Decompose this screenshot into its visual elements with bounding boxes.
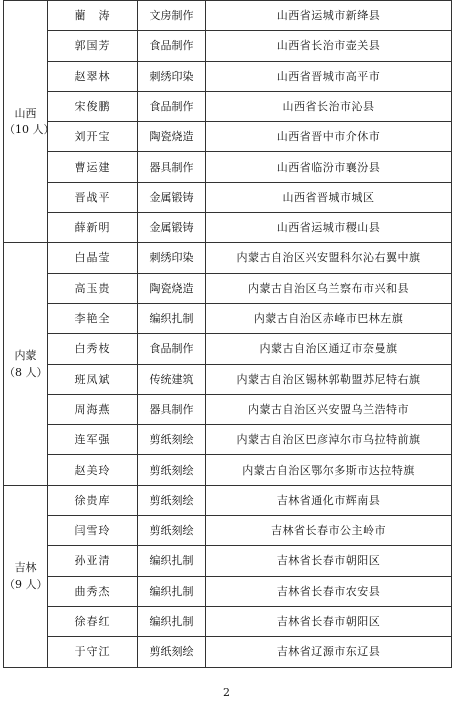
- artisan-location: 吉林省长春市农安县: [206, 576, 452, 606]
- table-row: [4, 213, 452, 243]
- table-row: [4, 303, 452, 333]
- craft-category: 剪纸刻绘: [138, 637, 206, 667]
- artisan-name: 闫雪玲: [48, 516, 138, 546]
- table-row: [4, 394, 452, 424]
- page-number: 2: [223, 686, 230, 699]
- craft-category: 食品制作: [138, 31, 206, 61]
- region-count: （10 人）: [4, 123, 55, 137]
- table-row: [4, 122, 452, 152]
- table-row: [4, 243, 452, 273]
- region-name: 吉林: [14, 561, 37, 575]
- region-cell: [4, 485, 48, 667]
- table-row: [4, 485, 452, 515]
- table-row: [4, 61, 452, 91]
- artisan-name: 曲秀杰: [48, 576, 138, 606]
- table-row: [4, 273, 452, 303]
- artisan-list-table: [3, 0, 451, 668]
- artisan-name: 连军强: [48, 425, 138, 455]
- table-row: [4, 546, 452, 576]
- artisan-location: 山西省运城市新绛县: [206, 1, 452, 31]
- craft-category: 器具制作: [138, 152, 206, 182]
- artisan-name: 晋战平: [48, 182, 138, 212]
- artisan-name: 于守江: [48, 637, 138, 667]
- region-cell: [4, 1, 55, 243]
- craft-category: 陶瓷烧造: [138, 273, 206, 303]
- region-name: 内蒙: [14, 349, 37, 363]
- craft-category: 剪纸刻绘: [138, 455, 206, 485]
- artisan-name: 班凤斌: [48, 364, 138, 394]
- craft-category: 金属锻铸: [138, 182, 206, 212]
- artisan-location: 吉林省通化市辉南县: [206, 485, 452, 515]
- artisan-location: 内蒙古自治区通辽市奈曼旗: [206, 334, 452, 364]
- craft-category: 编织扎制: [138, 606, 206, 636]
- artisan-name: 赵翠林: [48, 61, 138, 91]
- table-row: [4, 425, 452, 455]
- table-row: [4, 364, 452, 394]
- table-row: [4, 334, 452, 364]
- region-count: （9 人）: [4, 577, 48, 591]
- artisan-name: 刘开宝: [48, 122, 138, 152]
- craft-category: 食品制作: [138, 334, 206, 364]
- craft-category: 剪纸刻绘: [138, 485, 206, 515]
- artisan-name: 藺 涛: [48, 1, 138, 31]
- craft-category: 编织扎制: [138, 303, 206, 333]
- artisan-location: 山西省晋城市高平市: [206, 61, 452, 91]
- table-row: [4, 182, 452, 212]
- craft-category: 编织扎制: [138, 576, 206, 606]
- artisan-location: 山西省长治市壶关县: [206, 31, 452, 61]
- craft-category: 金属锻铸: [138, 213, 206, 243]
- table-row: [4, 576, 452, 606]
- table-row: [4, 516, 452, 546]
- artisan-name: 薛新明: [48, 213, 138, 243]
- table-row: [4, 152, 452, 182]
- craft-category: 食品制作: [138, 91, 206, 121]
- craft-category: 剪纸刻绘: [138, 516, 206, 546]
- region-cell: [4, 243, 48, 485]
- artisan-name: 白秀枝: [48, 334, 138, 364]
- artisan-location: 吉林省长春市朝阳区: [206, 606, 452, 636]
- artisan-name: 孙亚清: [48, 546, 138, 576]
- craft-category: 陶瓷烧造: [138, 122, 206, 152]
- artisan-name: 高玉贵: [48, 273, 138, 303]
- artisan-location: 内蒙古自治区兴安盟科尔沁右翼中旗: [206, 243, 452, 273]
- artisan-location: 内蒙古自治区巴彦淖尔市乌拉特前旗: [206, 425, 452, 455]
- artisan-location: 山西省运城市稷山县: [206, 213, 452, 243]
- craft-category: 文房制作: [138, 1, 206, 31]
- artisan-name: 赵美玲: [48, 455, 138, 485]
- artisan-location: 山西省临汾市襄汾县: [206, 152, 452, 182]
- craft-category: 传统建筑: [138, 364, 206, 394]
- artisan-name: 郭国芳: [48, 31, 138, 61]
- artisan-location: 吉林省长春市公主岭市: [206, 516, 452, 546]
- artisan-location: 内蒙古自治区锡林郭勒盟苏尼特右旗: [206, 364, 452, 394]
- artisan-name: 李艳全: [48, 303, 138, 333]
- craft-category: 刺绣印染: [138, 243, 206, 273]
- artisan-location: 吉林省长春市朝阳区: [206, 546, 452, 576]
- artisan-table: [3, 0, 452, 668]
- artisan-location: 山西省晋城市城区: [206, 182, 452, 212]
- artisan-location: 内蒙古自治区鄂尔多斯市达拉特旗: [206, 455, 452, 485]
- artisan-location: 山西省晋中市介休市: [206, 122, 452, 152]
- table-row: [4, 606, 452, 636]
- artisan-name: 徐春红: [48, 606, 138, 636]
- artisan-name: 白晶莹: [48, 243, 138, 273]
- artisan-name: 徐贵库: [48, 485, 138, 515]
- artisan-location: 内蒙古自治区赤峰市巴林左旗: [206, 303, 452, 333]
- craft-category: 刺绣印染: [138, 61, 206, 91]
- artisan-location: 吉林省辽源市东辽县: [206, 637, 452, 667]
- artisan-location: 山西省长治市沁县: [206, 91, 452, 121]
- table-row: [4, 637, 452, 667]
- artisan-name: 曹运建: [48, 152, 138, 182]
- artisan-name: 宋俊鹏: [48, 91, 138, 121]
- craft-category: 器具制作: [138, 394, 206, 424]
- table-body: [4, 1, 452, 668]
- table-row: [4, 91, 452, 121]
- artisan-location: 内蒙古自治区乌兰察布市兴和县: [206, 273, 452, 303]
- craft-category: 剪纸刻绘: [138, 425, 206, 455]
- table-row: [4, 31, 452, 61]
- region-name: 山西: [14, 107, 37, 120]
- artisan-location: 内蒙古自治区兴安盟乌兰浩特市: [206, 394, 452, 424]
- region-count: （8 人）: [4, 365, 48, 379]
- craft-category: 编织扎制: [138, 546, 206, 576]
- table-row: [4, 1, 452, 31]
- table-row: [4, 455, 452, 485]
- artisan-name: 周海燕: [48, 394, 138, 424]
